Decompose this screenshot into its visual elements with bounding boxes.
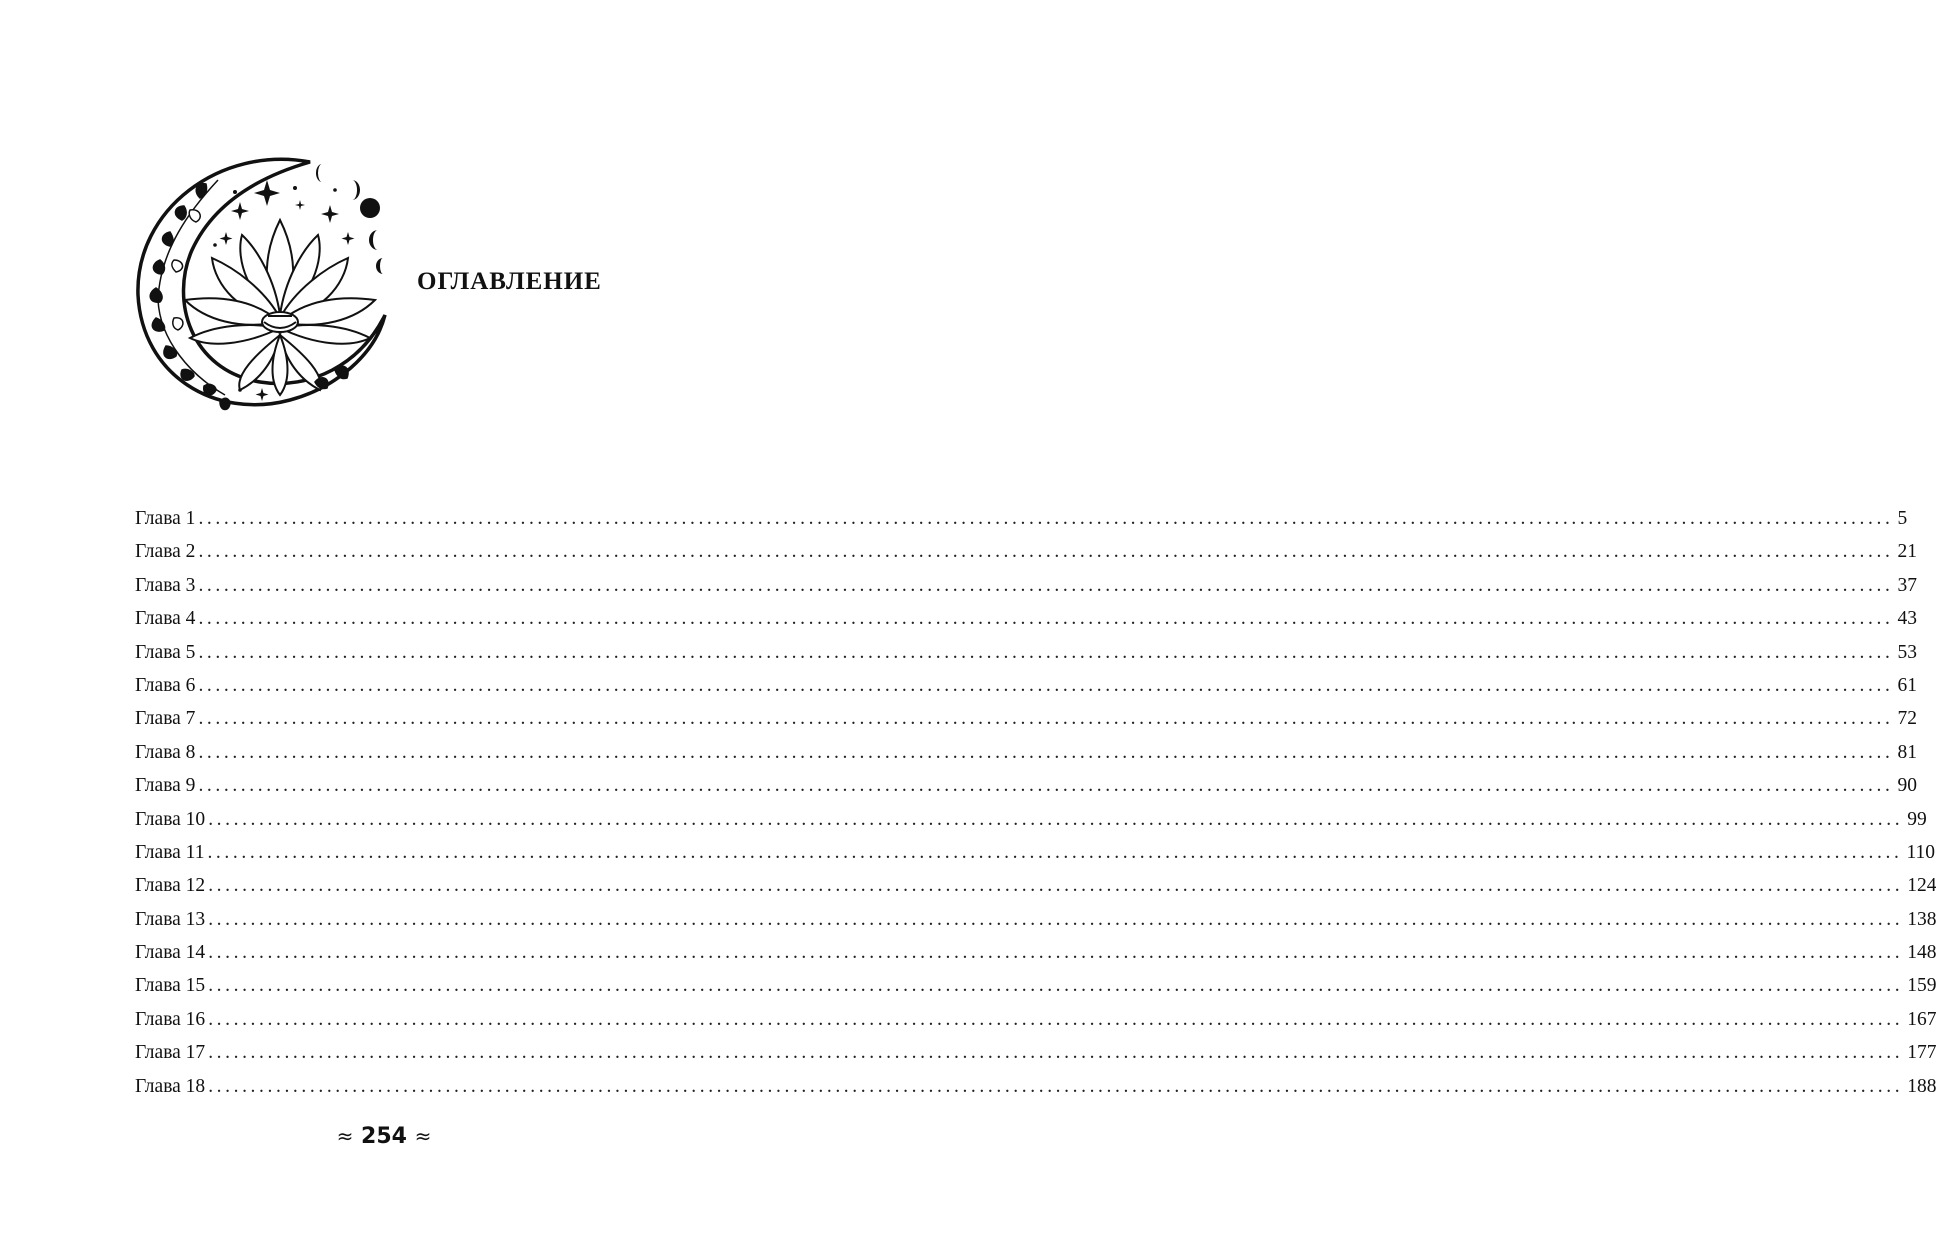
toc-entry-page: 37 [1897,574,1917,596]
moon-phases-icon [316,164,383,274]
toc-dot-leader: ........................................................................................................................................................................................................ [198,608,1894,630]
toc-entry-page: 43 [1897,608,1917,630]
toc-entry-label: Глава 2 [135,541,196,563]
toc-entry-page: 177 [1907,1042,1936,1064]
toc-entry [135,969,1936,1002]
toc-entry [135,535,1917,568]
toc-dot-leader: ........................................................................................................................................................................................................ [208,1008,1904,1030]
toc-entry-label: Глава 4 [135,608,196,630]
toc-dot-leader: ........................................................................................................................................................................................................ [198,674,1894,696]
toc-entry [135,836,1935,869]
toc-dot-leader: ........................................................................................................................................................................................................ [198,508,1894,529]
toc-entry [135,936,1936,969]
toc-dot-leader: ........................................................................................................................................................................................................ [207,841,1903,863]
toc-entry-page: 188 [1907,1075,1936,1097]
toc-entry-page: 53 [1897,641,1917,663]
toc-entry [135,636,1917,669]
toc-entry-label: Глава 15 [135,975,206,997]
toc-entry [135,736,1917,769]
ornament-left-icon: ≈ [336,1124,354,1148]
toc-entry-page: 81 [1897,741,1917,763]
toc-entry-page: 99 [1907,808,1927,830]
toc-dot-leader: ........................................................................................................................................................................................................ [198,741,1894,763]
toc-entry [135,869,1936,902]
toc-entry-page: 138 [1907,908,1936,930]
toc-entry [135,502,1908,535]
toc-dot-leader: ........................................................................................................................................................................................................ [208,875,1904,897]
toc-entry [135,803,1927,836]
toc-entry [135,669,1917,702]
toc-entry [135,702,1917,735]
toc-entry-label: Глава 14 [135,942,206,964]
toc-entry-label: Глава 8 [135,741,196,763]
toc-dot-leader: ........................................................................................................................................................................................................ [198,574,1894,596]
toc-entry-label: Глава 6 [135,674,196,696]
toc-entry-label: Глава 16 [135,1008,206,1030]
toc-dot-leader: ........................................................................................................................................................................................................ [208,808,1904,830]
table-of-contents [135,502,1936,1103]
page-number-footer [0,1124,768,1149]
toc-entry-label: Глава 12 [135,875,206,897]
toc-entry [135,769,1917,802]
toc-entry-label: Глава 7 [135,708,196,730]
toc-entry-page: 90 [1897,775,1917,797]
toc-entry-page: 167 [1907,1008,1936,1030]
crescent-moon-lotus-icon [130,150,410,420]
toc-entry-page: 21 [1897,541,1917,563]
toc-entry-label: Глава 17 [135,1042,206,1064]
toc-dot-leader: ........................................................................................................................................................................................................ [208,975,1904,997]
toc-entry-page: 72 [1897,708,1917,730]
toc-dot-leader: ........................................................................................................................................................................................................ [208,942,1904,964]
ornament-right-icon: ≈ [414,1124,432,1148]
toc-entry-label: Глава 3 [135,574,196,596]
toc-dot-leader: ........................................................................................................................................................................................................ [198,708,1894,730]
toc-entry-label: Глава 1 [135,508,196,529]
page-title: ОГЛАВЛЕНИЕ [417,268,602,295]
toc-entry-label: Глава 9 [135,775,196,797]
toc-entry [135,1070,1936,1103]
toc-dot-leader: ........................................................................................................................................................................................................ [208,1042,1904,1064]
toc-dot-leader: ........................................................................................................................................................................................................ [208,908,1904,930]
toc-entry-page: 5 [1897,508,1908,529]
toc-entry-page: 124 [1907,875,1936,897]
toc-entry [135,1036,1936,1069]
toc-entry-label: Глава 11 [135,841,205,863]
toc-entry [135,1003,1936,1036]
toc-entry-page: 159 [1907,975,1936,997]
toc-dot-leader: ........................................................................................................................................................................................................ [198,775,1894,797]
toc-entry [135,903,1936,936]
toc-entry-label: Глава 18 [135,1075,206,1097]
toc-entry-page: 110 [1906,841,1935,863]
toc-entry-page: 148 [1907,942,1936,964]
toc-entry-label: Глава 10 [135,808,206,830]
toc-entry [135,602,1917,635]
toc-entry-label: Глава 13 [135,908,206,930]
toc-dot-leader: ........................................................................................................................................................................................................ [198,641,1894,663]
toc-entry [135,569,1917,602]
page-number: 254 [361,1124,407,1149]
toc-dot-leader: ........................................................................................................................................................................................................ [208,1075,1904,1097]
toc-entry-label: Глава 5 [135,641,196,663]
toc-dot-leader: ........................................................................................................................................................................................................ [198,541,1894,563]
toc-entry-page: 61 [1897,674,1917,696]
